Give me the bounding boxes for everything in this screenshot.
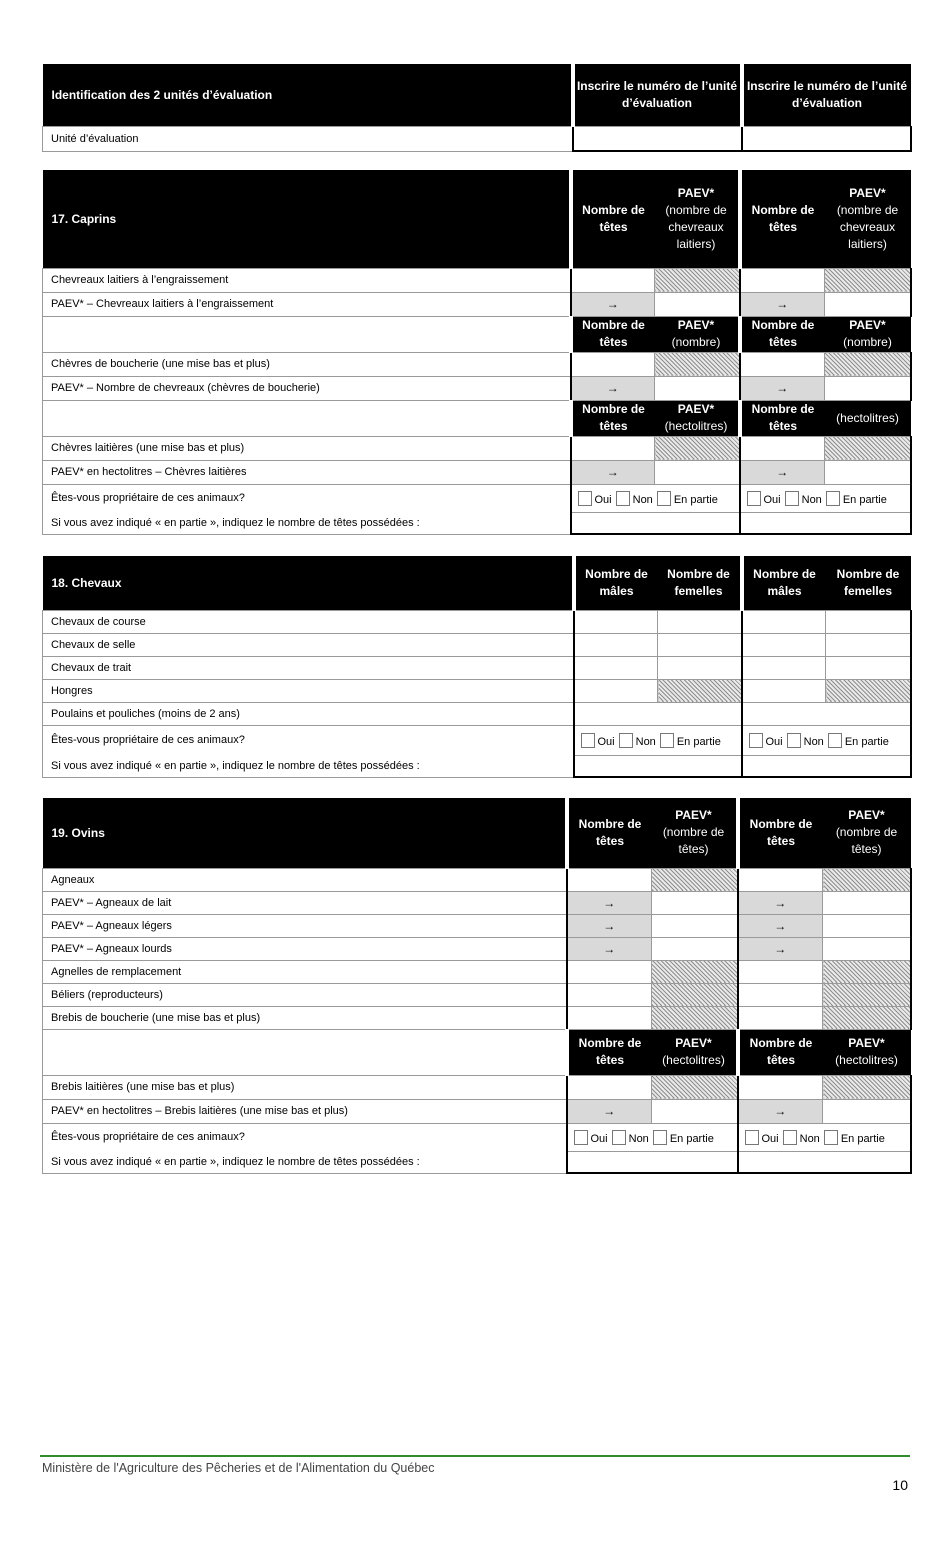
ownership-partial-label: Si vous avez indiqué « en partie », indiquez le nombre de têtes possédées : (43, 512, 571, 534)
number-input[interactable] (652, 937, 738, 960)
arrow-icon: → (571, 292, 655, 316)
number-input[interactable] (738, 868, 823, 891)
number-input[interactable] (742, 702, 911, 725)
non-checkbox[interactable] (612, 1130, 626, 1145)
caprins-row-label: PAEV* – Chevreaux laitiers à l’engraissement (43, 292, 571, 316)
number-input[interactable] (826, 610, 911, 633)
table-row (43, 1123, 911, 1151)
owned-heads-input[interactable] (567, 1151, 738, 1173)
hatched-cell (823, 983, 911, 1006)
hatched-cell (823, 868, 911, 891)
arrow-icon: → (567, 937, 652, 960)
caprins-row-label: PAEV* en hectolitres – Chèvres laitières (43, 460, 571, 484)
non-label: Non (799, 1132, 820, 1145)
oui-checkbox[interactable] (574, 1130, 588, 1145)
table-row (43, 679, 911, 702)
table-row (43, 1151, 911, 1173)
caprins-h3-nb-1: Nombre de têtes (571, 400, 655, 436)
number-input[interactable] (655, 460, 740, 484)
ownership-question: Êtes-vous propriétaire de ces animaux? (43, 1123, 567, 1151)
ovins-h2-paev-2: PAEV* (hectolitres) (823, 1029, 911, 1075)
hatched-cell (823, 1006, 911, 1029)
table-row (43, 633, 911, 656)
hatched-cell (655, 268, 740, 292)
chevaux-h-femelles-2: Nombre de femelles (826, 556, 911, 610)
table-row (43, 352, 911, 376)
ovins-h2-nb-2: Nombre de têtes (738, 1029, 823, 1075)
oui-checkbox[interactable] (747, 491, 761, 506)
oui-label: Oui (597, 735, 615, 748)
table-row (43, 1099, 911, 1123)
chevaux-h-males-1: Nombre de mâles (574, 556, 658, 610)
chevaux-row-label: Poulains et pouliches (moins de 2 ans) (43, 702, 574, 725)
blank-header-cell (43, 1029, 567, 1075)
table-row (43, 1006, 911, 1029)
chevaux-title: 18. Chevaux (43, 556, 574, 610)
en-partie-checkbox[interactable] (653, 1130, 667, 1145)
number-input[interactable] (738, 1075, 823, 1099)
number-input[interactable] (825, 292, 911, 316)
en-partie-checkbox[interactable] (828, 733, 842, 748)
unit-2-input[interactable] (742, 126, 911, 151)
number-input[interactable] (658, 610, 742, 633)
table-row (43, 983, 911, 1006)
table-row (43, 755, 911, 777)
owned-heads-input[interactable] (738, 1151, 911, 1173)
table-row (43, 960, 911, 983)
caprins-row-label: Chevreaux laitiers à l’engraissement (43, 268, 571, 292)
number-input[interactable] (740, 268, 825, 292)
ovins-row-label: Béliers (reproducteurs) (43, 983, 567, 1006)
arrow-icon: → (740, 460, 825, 484)
en-partie-label: En partie (840, 1132, 885, 1145)
caprins-h2-paev-2: PAEV* (nombre) (825, 316, 911, 352)
hatched-cell (655, 352, 740, 376)
number-input[interactable] (658, 633, 742, 656)
number-input[interactable] (652, 1099, 738, 1123)
ident-col-header-2: Inscrire le numéro de l’unité d’évaluation (742, 64, 911, 126)
number-input[interactable] (740, 352, 825, 376)
ident-section (42, 64, 910, 152)
number-input[interactable] (823, 891, 911, 914)
ovins-h2-nb-1: Nombre de têtes (567, 1029, 652, 1075)
number-input[interactable] (571, 352, 655, 376)
table-row (43, 376, 911, 400)
en-partie-label: En partie (673, 493, 718, 506)
ownership-question: Êtes-vous propriétaire de ces animaux? (43, 725, 574, 755)
number-input[interactable] (742, 610, 826, 633)
number-input[interactable] (738, 1006, 823, 1029)
non-checkbox[interactable] (787, 733, 801, 748)
owned-heads-input[interactable] (740, 512, 911, 534)
owned-heads-input[interactable] (574, 755, 742, 777)
non-label: Non (803, 735, 824, 748)
chevaux-section (42, 556, 910, 778)
number-input[interactable] (742, 633, 826, 656)
hatched-cell (652, 868, 738, 891)
number-input[interactable] (742, 656, 826, 679)
hatched-cell (826, 679, 911, 702)
page-number: 10 (892, 1477, 908, 1493)
oui-checkbox[interactable] (749, 733, 763, 748)
caprins-h-paev-1: PAEV* (nombre de chevreaux laitiers) (655, 170, 740, 268)
caprins-section (42, 170, 910, 535)
hatched-cell (825, 268, 911, 292)
number-input[interactable] (567, 1006, 652, 1029)
arrow-icon: → (738, 1099, 823, 1123)
hatched-cell (652, 983, 738, 1006)
caprins-h-nb-2: Nombre de têtes (740, 170, 825, 268)
arrow-icon: → (740, 376, 825, 400)
ownership-checks-1 (567, 1123, 738, 1151)
table-row (43, 914, 911, 937)
arrow-icon: → (738, 937, 823, 960)
ownership-checks-2 (738, 1123, 911, 1151)
non-checkbox[interactable] (619, 733, 633, 748)
ovins-row-label: Brebis laitières (une mise bas et plus) (43, 1075, 567, 1099)
chevaux-h-femelles-1: Nombre de femelles (658, 556, 742, 610)
ovins-h-nb-1: Nombre de têtes (567, 798, 652, 868)
table-row (43, 656, 911, 679)
en-partie-label: En partie (669, 1132, 714, 1145)
number-input[interactable] (652, 914, 738, 937)
table-row (43, 937, 911, 960)
ownership-checks-1 (571, 484, 740, 512)
table-row (43, 436, 911, 460)
number-input[interactable] (567, 983, 652, 1006)
hatched-cell (825, 436, 911, 460)
ident-col-header-1: Inscrire le numéro de l’unité d’évaluation (573, 64, 742, 126)
oui-label: Oui (594, 493, 612, 506)
ovins-h-paev-1: PAEV* (nombre de têtes) (652, 798, 738, 868)
ovins-title: 19. Ovins (43, 798, 567, 868)
number-input[interactable] (567, 868, 652, 891)
number-input[interactable] (567, 1075, 652, 1099)
number-input[interactable] (574, 633, 658, 656)
arrow-icon: → (571, 460, 655, 484)
number-input[interactable] (574, 610, 658, 633)
arrow-icon: → (571, 376, 655, 400)
blank-header-cell (43, 316, 571, 352)
table-row (43, 891, 911, 914)
ownership-checks-2 (742, 725, 911, 755)
ovins-h-paev-2: PAEV* (nombre de têtes) (823, 798, 911, 868)
number-input[interactable] (571, 436, 655, 460)
number-input[interactable] (567, 960, 652, 983)
ownership-checks-1 (574, 725, 742, 755)
non-checkbox[interactable] (783, 1130, 797, 1145)
oui-checkbox[interactable] (581, 733, 595, 748)
unit-1-input[interactable] (573, 126, 742, 151)
caprins-h-paev-2: PAEV* (nombre de chevreaux laitiers) (825, 170, 911, 268)
caprins-h2-paev-1: PAEV* (nombre) (655, 316, 740, 352)
hatched-cell (825, 352, 911, 376)
table-row (43, 484, 911, 512)
ovins-row-label: Brebis de boucherie (une mise bas et plus) (43, 1006, 567, 1029)
hatched-cell (652, 960, 738, 983)
number-input[interactable] (826, 633, 911, 656)
oui-label: Oui (590, 1132, 608, 1145)
number-input[interactable] (738, 960, 823, 983)
number-input[interactable] (823, 937, 911, 960)
owned-heads-input[interactable] (571, 512, 740, 534)
number-input[interactable] (825, 460, 911, 484)
non-checkbox[interactable] (616, 491, 630, 506)
caprins-h-nb-1: Nombre de têtes (571, 170, 655, 268)
en-partie-checkbox[interactable] (657, 491, 671, 506)
table-row (43, 292, 911, 316)
oui-label: Oui (765, 735, 783, 748)
ovins-section (42, 798, 910, 1174)
caprins-row-label: Chèvres laitières (une mise bas et plus) (43, 436, 571, 460)
ident-title: Identification des 2 unités d’évaluation (43, 64, 573, 126)
number-input[interactable] (823, 1099, 911, 1123)
oui-checkbox[interactable] (578, 491, 592, 506)
arrow-icon: → (740, 292, 825, 316)
hatched-cell (652, 1075, 738, 1099)
ownership-checks-2 (740, 484, 911, 512)
number-input[interactable] (826, 656, 911, 679)
number-input[interactable] (742, 679, 826, 702)
footer-divider (40, 1455, 910, 1457)
hatched-cell (652, 1006, 738, 1029)
en-partie-checkbox[interactable] (824, 1130, 838, 1145)
non-label: Non (632, 493, 653, 506)
chevaux-row-label: Chevaux de course (43, 610, 574, 633)
ovins-row-label: Agneaux (43, 868, 567, 891)
arrow-icon: → (738, 891, 823, 914)
caprins-h3-hl-2: (hectolitres) (825, 400, 911, 436)
en-partie-label: En partie (844, 735, 889, 748)
ovins-row-label: Agnelles de remplacement (43, 960, 567, 983)
table-row (43, 268, 911, 292)
non-label: Non (635, 735, 656, 748)
en-partie-checkbox[interactable] (826, 491, 840, 506)
number-input[interactable] (823, 914, 911, 937)
number-input[interactable] (652, 891, 738, 914)
number-input[interactable] (655, 292, 740, 316)
arrow-icon: → (567, 1099, 652, 1123)
non-label: Non (801, 493, 822, 506)
number-input[interactable] (658, 656, 742, 679)
owned-heads-input[interactable] (742, 755, 911, 777)
table-row (43, 725, 911, 755)
table-row (43, 512, 911, 534)
number-input[interactable] (740, 436, 825, 460)
table-row (43, 868, 911, 891)
footer-ministry: Ministère de l'Agriculture des Pêcheries et de l'Alimentation du Québec (42, 1461, 435, 1475)
oui-label: Oui (761, 1132, 779, 1145)
caprins-title: 17. Caprins (43, 170, 571, 268)
caprins-h2-nb-2: Nombre de têtes (740, 316, 825, 352)
arrow-icon: → (567, 891, 652, 914)
ownership-question: Êtes-vous propriétaire de ces animaux? (43, 484, 571, 512)
hatched-cell (823, 960, 911, 983)
caprins-h2-nb-1: Nombre de têtes (571, 316, 655, 352)
en-partie-checkbox[interactable] (660, 733, 674, 748)
table-row (43, 1075, 911, 1099)
oui-label: Oui (763, 493, 781, 506)
number-input[interactable] (574, 656, 658, 679)
number-input[interactable] (655, 376, 740, 400)
en-partie-label: En partie (676, 735, 721, 748)
chevaux-row-label: Chevaux de selle (43, 633, 574, 656)
hatched-cell (658, 679, 742, 702)
en-partie-label: En partie (842, 493, 887, 506)
non-checkbox[interactable] (785, 491, 799, 506)
number-input[interactable] (574, 679, 658, 702)
arrow-icon: → (738, 914, 823, 937)
number-input[interactable] (825, 376, 911, 400)
caprins-row-label: Chèvres de boucherie (une mise bas et plus) (43, 352, 571, 376)
ovins-row-label: PAEV* – Agneaux de lait (43, 891, 567, 914)
arrow-icon: → (567, 914, 652, 937)
caprins-h3-paev-1: PAEV* (hectolitres) (655, 400, 740, 436)
hatched-cell (823, 1075, 911, 1099)
chevaux-h-males-2: Nombre de mâles (742, 556, 826, 610)
blank-header-cell (43, 400, 571, 436)
caprins-h3-nb-2: Nombre de têtes (740, 400, 825, 436)
hatched-cell (655, 436, 740, 460)
ovins-h2-paev-1: PAEV* (hectolitres) (652, 1029, 738, 1075)
table-row (43, 702, 911, 725)
chevaux-row-label: Hongres (43, 679, 574, 702)
number-input[interactable] (571, 268, 655, 292)
caprins-row-label: PAEV* – Nombre de chevreaux (chèvres de boucherie) (43, 376, 571, 400)
ovins-row-label: PAEV* en hectolitres – Brebis laitières (une mise bas et plus) (43, 1099, 567, 1123)
ident-row-label: Unité d’évaluation (43, 126, 573, 151)
table-row (43, 460, 911, 484)
chevaux-row-label: Chevaux de trait (43, 656, 574, 679)
table-row (43, 610, 911, 633)
ovins-h-nb-2: Nombre de têtes (738, 798, 823, 868)
number-input[interactable] (738, 983, 823, 1006)
number-input[interactable] (574, 702, 742, 725)
ownership-partial-label: Si vous avez indiqué « en partie », indiquez le nombre de têtes possédées : (43, 1151, 567, 1173)
non-label: Non (628, 1132, 649, 1145)
ovins-row-label: PAEV* – Agneaux lourds (43, 937, 567, 960)
ovins-row-label: PAEV* – Agneaux légers (43, 914, 567, 937)
oui-checkbox[interactable] (745, 1130, 759, 1145)
ownership-partial-label: Si vous avez indiqué « en partie », indiquez le nombre de têtes possédées : (43, 755, 574, 777)
